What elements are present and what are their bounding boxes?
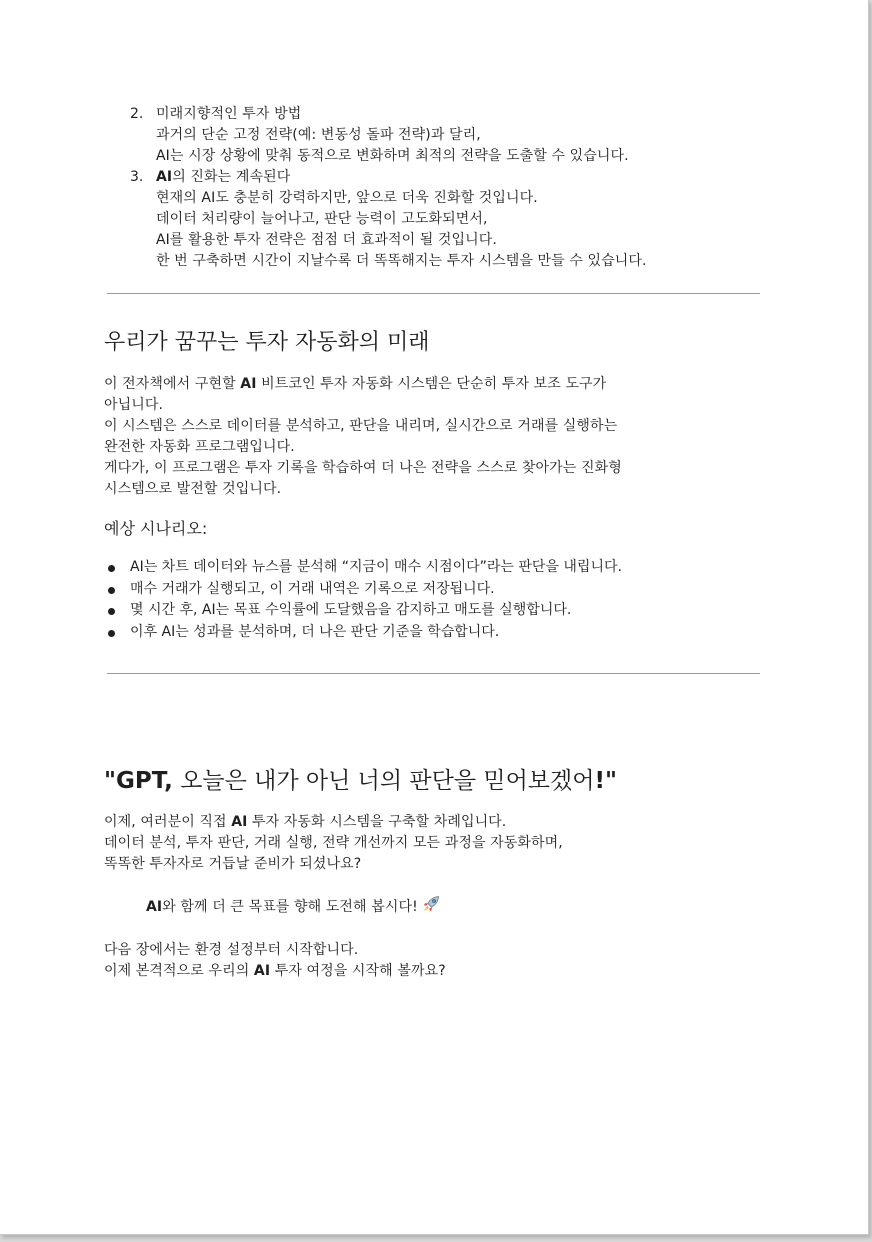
list-item-title: 미래지향적인 투자 방법 xyxy=(156,106,302,122)
list-item xyxy=(82,600,764,622)
scenario-list xyxy=(82,557,764,643)
bullet-text: 몇 시간 후, AI는 목표 수익률에 도달했음을 감지하고 매도를 실행합니다. xyxy=(130,602,572,618)
bullet-icon xyxy=(108,587,115,594)
text-run: 이제, 여러분이 직접 xyxy=(104,814,232,830)
list-item-line: 과거의 단순 고정 전략(예: 변동성 돌파 전략)과 달리, xyxy=(156,127,481,143)
section-heading xyxy=(104,766,764,796)
text-run: 이제 본격적으로 우리의 xyxy=(104,963,254,979)
heading-text: 오늘은 내가 아닌 너의 판단을 믿어보겠어 xyxy=(172,768,595,794)
bold-text: !" xyxy=(594,768,617,794)
list-number: 2. xyxy=(130,106,144,122)
callout-line xyxy=(104,895,764,920)
text-run: 비트코인 투자 자동화 시스템은 단순히 투자 보조 도구가 xyxy=(256,376,607,392)
paragraph-line xyxy=(104,961,764,982)
text-run: 이 전자책에서 구현할 xyxy=(104,376,241,392)
future-paragraphs xyxy=(104,374,764,500)
paragraph-line: 게다가, 이 프로그램은 투자 기록을 학습하여 더 나은 전략을 스스로 찾아가는 진화형 xyxy=(104,460,622,476)
bold-text: AI xyxy=(156,169,173,185)
list-item xyxy=(82,622,764,644)
callout-text: 와 함께 더 큰 목표를 향해 도전해 봅시다! xyxy=(162,899,418,915)
horizontal-divider xyxy=(107,673,760,674)
paragraph-line xyxy=(104,374,764,395)
bullet-icon xyxy=(108,608,115,615)
paragraph-line xyxy=(104,812,764,833)
bold-text: AI xyxy=(146,899,163,915)
paragraph-line: 완전한 자동화 프로그램입니다. xyxy=(104,439,295,455)
paragraph-line: 이 시스템은 스스로 데이터를 분석하고, 판단을 내리며, 실시간으로 거래를 실행하는 xyxy=(104,418,618,434)
list-item-line: 한 번 구축하면 시간이 지날수록 더 똑똑해지는 투자 시스템을 만들 수 있습니다. xyxy=(156,253,647,269)
title-text: 의 진화는 계속된다 xyxy=(172,169,291,185)
bold-text: AI xyxy=(240,376,257,392)
gpt-paragraph xyxy=(104,812,764,875)
bold-text: AI xyxy=(253,963,271,979)
bullet-icon xyxy=(108,565,115,572)
list-item-line: 데이터 처리량이 늘어나고, 판단 능력이 고도화되면서, xyxy=(156,211,488,227)
list-item-3 xyxy=(104,167,764,272)
text-run: 투자 자동화 시스템을 구축할 차례입니다. xyxy=(247,814,507,830)
bold-text: AI xyxy=(231,814,248,830)
section-heading: 우리가 꿈꾸는 투자 자동화의 미래 xyxy=(104,330,430,355)
page-content xyxy=(104,104,764,982)
list-item-line: 현재의 AI도 충분히 강력하지만, 앞으로 더욱 진화할 것입니다. xyxy=(156,190,538,206)
list-item-2 xyxy=(104,104,764,167)
bullet-text: 이후 AI는 성과를 분석하며, 더 나은 판단 기준을 학습합니다. xyxy=(130,623,500,640)
list-item xyxy=(82,579,764,601)
subsection-heading: 예상 시나리오: xyxy=(104,519,208,538)
paragraph-line: 아닙니다. xyxy=(104,397,164,413)
paragraph-line: 시스템으로 발전할 것입니다. xyxy=(104,481,282,497)
text-run: 투자 여정을 시작해 볼까요? xyxy=(270,963,446,979)
bullet-text: 매수 거래가 실행되고, 이 거래 내역은 기록으로 저장됩니다. xyxy=(130,580,495,597)
paragraph-line: 똑똑한 투자자로 거듭날 준비가 되셨나요? xyxy=(104,856,362,872)
list-number: 3. xyxy=(130,169,144,185)
closing-paragraph xyxy=(104,940,764,982)
paragraph-line: 데이터 분석, 투자 판단, 거래 실행, 전략 개선까지 모든 과정을 자동화하며, xyxy=(104,835,563,851)
paragraph-line: 다음 장에서는 환경 설정부터 시작합니다. xyxy=(104,942,359,958)
list-item xyxy=(82,557,764,579)
list-item-line: AI를 활용한 투자 전략은 점점 더 효과적이 될 것입니다. xyxy=(156,232,497,248)
numbered-list xyxy=(104,104,764,272)
list-item-title xyxy=(156,167,764,188)
rocket-icon xyxy=(422,895,440,920)
list-item-line: AI는 시장 상황에 맞춰 동적으로 변화하며 최적의 전략을 도출할 수 있습니다. xyxy=(156,148,629,164)
horizontal-divider xyxy=(107,293,760,294)
bold-text: "GPT, xyxy=(104,768,173,794)
bullet-text: AI는 차트 데이터와 뉴스를 분석해 “지금이 매수 시점이다”라는 판단을 내립니다. xyxy=(130,559,622,575)
bullet-icon xyxy=(108,630,115,637)
